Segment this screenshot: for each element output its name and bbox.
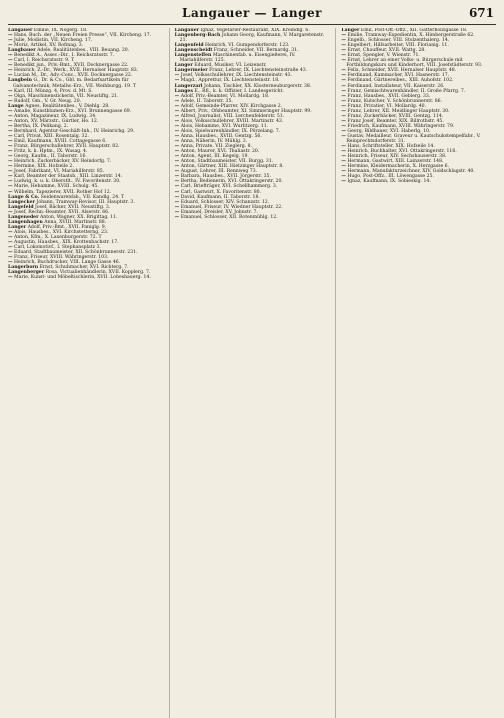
entry-details: Anton, Stadtbaumeister, VII. Burgg. 31. (179, 159, 274, 165)
entry-details: Heinrich, Friseur, XIV. Sechshauserstr. 38. (345, 154, 447, 160)
entry-surname: — (341, 123, 346, 129)
entry-surname: — (8, 239, 13, 245)
entry-details: Emanuel, Schlosser, XII. Rotenmühlg. 12. (179, 214, 278, 220)
entry-surname: — (8, 250, 13, 256)
entry-details: G., Dr. & Co., Gbl. m. Bedarfsartikeln für Galvanotechnik, Metallw.-Erz., VII. Weihburgg. 19. T (13, 78, 136, 89)
directory-entry (175, 215, 330, 220)
entry-surname: Langerzarl (174, 83, 203, 89)
entry-surname: — (174, 139, 180, 145)
entry-surname: — (341, 108, 346, 114)
entry-details: Engelbert, Hilfsarbeiter, VIII. Florianig. 11. (345, 43, 449, 49)
entry-details: Georg, Kaufm., II. Taborstr. 16. (12, 154, 87, 160)
entry-surname: — (341, 154, 346, 160)
entry-surname: — (174, 214, 180, 220)
entry-surname: — (8, 169, 13, 175)
directory-entry (175, 53, 330, 63)
entry-details: Ferdinand, Kammacher, XVI. Hasnerstr. 17. (345, 73, 450, 79)
entry-surname: — (341, 58, 346, 64)
entry-surname: — (341, 68, 346, 74)
entry-details: Alois, Hebamme, XVI. Wurlitzerg. 11. (179, 123, 269, 129)
entry-surname: — (8, 43, 13, 49)
entry-surname: — (174, 118, 180, 124)
running-title: Langauer — Langer (182, 6, 322, 20)
entry-details: Ludwig, k. u. k. Oberstlt., IV. Favoritenstr. 30. (12, 179, 121, 185)
entry-details: Heinrich, Z.-Dr., Werk., XVII. Hernalser Hauptstr. 83. (12, 68, 139, 74)
entry-details: Eduard, Musiker, VI. Leizenstr. (192, 63, 267, 69)
entry-details: Hermann, Gastwirt, XIII. Lainzerstr. 148. (345, 159, 444, 165)
entry-surname: — (341, 159, 346, 165)
entry-details: Franz, Bürgerschullehrer, XVII. Hauptstr. 82. (12, 144, 120, 150)
entry-details: Johann Georg, Kaufmann, V. Margaretenstr. 21. (179, 33, 325, 44)
entry-surname: — (174, 179, 180, 185)
directory-entry (341, 58, 496, 68)
entry-details: Benedikt jun., Priv.-Bmt., XVII. Docknergasse 22. (12, 63, 129, 69)
entry-details: Franz, Zuckerbäcker, XVIII. Gentzg. 114. (345, 113, 444, 119)
entry-surname: — (174, 93, 180, 99)
entry-details: Franz, Lehrer, XII. Meidlinger Hauptstr. 30. (345, 108, 450, 114)
directory-column-2 (169, 28, 330, 718)
entry-surname: — (8, 133, 13, 139)
entry-surname: — (8, 154, 13, 160)
entry-surname: — (341, 169, 346, 175)
entry-details: Bertha, Bedienerin, XVI. Ottakringerstr. 20. (179, 179, 283, 185)
entry-details: Augustin, Hausbes., XIX. Krottenbachstr. 17. (12, 239, 119, 245)
entry-surname: — (341, 174, 346, 180)
entry-surname: — (8, 93, 13, 99)
entry-details: Hugo, Post-Offz., III. Löwengasse 25. (345, 174, 434, 180)
entry-details: Anton, Magazineur, IX. Ludwig. 34. (12, 113, 97, 119)
entry-details: Fritz, k. k. Hptm., IX. Wasag. 4. (12, 149, 88, 155)
entry-surname: Langermeier (174, 68, 208, 74)
entry-surname: — (174, 169, 180, 175)
entry-details: August, Lehrer, III. Rennweg 73. (179, 169, 258, 175)
entry-surname: — (8, 108, 13, 114)
entry-surname: — (8, 98, 13, 104)
entry-surname: Langer (341, 28, 360, 33)
entry-details: Barbara, Hausbes., XVII. Jörgerstr. 35. (179, 174, 271, 180)
entry-surname: Langeneder (8, 214, 39, 220)
entry-details: Hermine, Kleidermacherin, X. Herzgasse 6. (345, 164, 450, 170)
directory-entry (8, 275, 163, 280)
entry-details: Franz, Lehrer, IX. Liechtensteinstraße 43. (207, 68, 308, 74)
entry-details: E., Rfl., k. k. Offizier, I. Landesgericht. (192, 88, 284, 94)
entry-details: Ferdinand, Installateur, VII. Kaiserstr. 26. (345, 83, 445, 89)
entry-details: Karl, Beamter der Staatsb., XIII. Linzerstr. 14. (12, 174, 123, 180)
entry-details: Heinrich, Buchdrucker, VIII. Lange Gasse 46. (12, 260, 121, 266)
entry-details: Bernhard, Agentur-Geschäft-Inh., IV. Heinrichg. 29. (12, 128, 135, 134)
entry-surname: — (8, 174, 13, 180)
entry-details: Emil, Kaufmann, XVIII. Cottagegasse 6. (12, 139, 107, 145)
entry-details: Felix, Schneider, XVII. Hernalser Hauptstr. 48. (345, 68, 457, 74)
entry-details: Alois, Spielwarenhändler, IX. Pörzelang. 7. (179, 128, 281, 134)
directory-column-3 (335, 28, 496, 718)
entry-surname: Langerborn (8, 265, 39, 271)
entry-surname: — (174, 144, 180, 150)
entry-surname: — (341, 43, 346, 49)
entry-surname: — (341, 88, 346, 94)
entry-details: Agnes, Realitätenbes., V. Diehlg. 28. (23, 103, 110, 109)
entry-surname: Langes (174, 88, 193, 94)
entry-details: Emilie, IX. Nögerg. 18. (32, 28, 88, 33)
entry-surname: — (8, 189, 13, 195)
entry-surname: — (8, 38, 13, 44)
entry-surname: — (174, 194, 180, 200)
entry-surname: — (8, 229, 13, 235)
entry-surname: — (174, 184, 180, 190)
entry-details: Alfred, Journalist, VIII. Lerchenfelderstr. 51. (179, 113, 285, 119)
entry-surname: — (8, 53, 13, 59)
entry-surname: — (8, 128, 13, 134)
entry-surname: — (174, 73, 180, 79)
entry-details: Emil, Post-Off.-Offz., XII. Gatterhölzlgasse 18. (359, 28, 468, 33)
entry-details: Ernst, Schuhmacher, XVI. Richterg. 7. (38, 265, 129, 271)
entry-surname: — (174, 113, 180, 119)
entry-surname: — (174, 174, 180, 180)
entry-details: Hermann, Manufakturzeichner, XIV. Goldschlagstr. 40. (345, 169, 475, 175)
entry-details: Emanuel, Friseur, IV. Wiedner Hauptstr. 22. (179, 204, 283, 210)
entry-surname: Langenfeld (174, 43, 204, 49)
entry-surname: — (8, 184, 13, 190)
entry-details: Ernst, Lehrer an einer Volks- u. Bürgerschule mit Fortbildungskurs und Kinderhort, VIII. Josefstädterstr. 93. (345, 58, 483, 69)
entry-details: Franz, Schneider, VII. Bernardg. 31. (212, 48, 299, 54)
entry-surname: Langauer (8, 28, 33, 33)
entry-details: Adele, II. Taborstr. 35. (179, 98, 233, 104)
entry-surname: — (8, 73, 13, 79)
entry-details: Heinrich, VI. Gumpendorferstr. 123. (203, 43, 290, 49)
entry-details: Anton, XV. Märzstr., Gürtler, Ho. 12. (12, 118, 99, 124)
entry-surname: — (341, 53, 346, 59)
page-header (8, 6, 496, 25)
entry-details: Albert, Priv., Ofsbeamter, XI. Simmeringer Hauptstr. 99. (179, 108, 312, 114)
directory-columns (8, 28, 496, 718)
entry-details: Adolf, Gemeinde-Pfarrer, XIV. Kirchgasse 2. (179, 103, 283, 109)
entry-surname: — (8, 275, 13, 281)
entry-surname: — (341, 83, 346, 89)
entry-surname: Lange (8, 103, 24, 109)
entry-surname: — (341, 38, 346, 44)
entry-details: Anton, Kfm., X. Laxenburgerstr. 72. T (12, 234, 102, 240)
entry-details: Ernst, Chauffeur, XVII. Wattg. 28. (345, 48, 426, 54)
entry-details: Seidenwarenfab., VII. Kandlg. 24. T (39, 194, 125, 200)
entry-surname: — (8, 179, 13, 185)
entry-surname: Langenberger (8, 270, 45, 276)
entry-surname: — (341, 164, 346, 170)
entry-details: Eduard, Schlosser, XIV. Schanzstr. 12. (179, 199, 270, 205)
entry-details: Bertha, IX. Pelikang. 2. (12, 123, 69, 129)
entry-details: Benedikt A., Assec.-Dir., I. Reichsratsstr. 7. (12, 53, 115, 59)
entry-surname: — (8, 245, 13, 251)
directory-entry (8, 78, 163, 88)
entry-surname: — (174, 164, 180, 170)
entry-details: Magd., Apprettur, IX. Liechtensteinstr. 18. (179, 78, 280, 84)
entry-surname: — (8, 113, 13, 119)
entry-surname: — (341, 73, 346, 79)
entry-surname: — (8, 164, 13, 170)
entry-details: Maschinenfab. u. Eisengießerei, IV. Mariahilferstr. 125. (179, 53, 296, 64)
directory-entry (341, 134, 496, 144)
entry-surname: — (341, 179, 346, 185)
entry-surname: — (174, 154, 180, 160)
entry-details: Karl, III. Münzg. 4, Prov. d. Mt. S. (12, 88, 93, 94)
entry-surname: — (174, 204, 180, 210)
entry-details: David, Kaufmann, II. Taborstr. 18. (179, 194, 260, 200)
entry-details: Lucian M., Dr., Adv.-Conc., XVII. Docknergasse 22. (12, 73, 133, 79)
entry-surname: Langbein (8, 78, 32, 84)
entry-details: Josef, Volksschullehrer, IX. Liechtensteinstr. 43. (179, 73, 292, 79)
entry-surname: — (8, 68, 13, 74)
entry-surname: — (341, 103, 346, 109)
entry-details: Carl, I. Reichsratsstr. 9. T (12, 58, 75, 64)
entry-details: Adele, Realitätenbes., VIII. Beuang. 20. (35, 48, 130, 54)
entry-surname: — (174, 189, 180, 195)
entry-details: Hermine, XIX. Hofzeile 2. (12, 164, 74, 170)
entry-surname: Langer (174, 63, 193, 69)
entry-details: Anna, XVIII. Martinstr. 88. (42, 219, 107, 225)
entry-details: Johann, Tischler, XX. Klosterneuburgerstr. 38. (202, 83, 312, 89)
entry-surname: — (174, 199, 180, 205)
entry-surname: — (8, 123, 13, 129)
entry-details: Ernst, Spengler, V. Wienstr. 71. (345, 53, 420, 59)
entry-details: Anton, Wagner, XX. Brigittag. 11. (38, 214, 118, 220)
entry-details: Hans, Schriftsteller, XIX. Hofzeile 14. (345, 144, 435, 150)
entry-surname: Langecker (8, 199, 36, 205)
entry-surname: — (8, 88, 13, 94)
entry-details: Anton, Maurer, XVI. Thaliastr. 20. (179, 149, 260, 155)
entry-surname: — (174, 103, 180, 109)
entry-surname: — (8, 159, 13, 165)
entry-details: Franz, Gemischtwarenhändler, II. Große Pfarrg. 7. (345, 88, 466, 94)
entry-details: Marie, Hebamme, XVIII. Schulg. 45. (12, 184, 99, 190)
entry-surname: Langenberg-Bach (174, 33, 221, 39)
entry-details: Franz, Friseur, XVIII. Währingerstr. 103. (12, 255, 109, 261)
entry-surname: — (174, 133, 180, 139)
entry-surname: — (341, 149, 346, 155)
entry-surname: — (174, 98, 180, 104)
entry-details: Ignaz, Vegetarier-Restaurant, XIX. Kreindlg. 6. (199, 28, 310, 33)
entry-details: Amalie, Kunstblumen-Erz., XVI. Brunnengasse 69. (12, 108, 132, 114)
entry-surname: — (8, 234, 13, 240)
directory-entry (341, 179, 496, 184)
entry-details: Hans, Buch. der „Neuen Freien Presse“, VII. Kircheng. 17. (12, 33, 152, 39)
entry-details: Carl, Briefträger, XVI. Schellhammerg. 3. (179, 184, 278, 190)
entry-details: Anna, Hausbes., XVIII. Gentzg. 56. (179, 133, 262, 139)
entry-surname: Langenscheidt (174, 48, 213, 54)
entry-surname: Langbauer (8, 48, 36, 54)
entry-surname: — (8, 144, 13, 150)
entry-surname: Langefeld (8, 204, 34, 210)
entry-surname: — (8, 209, 13, 215)
entry-details: Emanuel, Dreisler, XV. Johnstr. 7. (179, 209, 258, 215)
entry-details: Ferdinand, Gärtnereibes., XIII. Auhofstr. 102. (345, 78, 454, 84)
entry-details: Anna, Private, VII. Zieglerg. 8. (179, 144, 253, 150)
entry-surname: — (174, 108, 180, 114)
entry-details: Marie, Kunst- und Möbeltischlerin, XVII. Lobeshauerg. 14. (12, 275, 151, 281)
entry-details: Anna, Näherin, IV. Mühlg. 3. (179, 139, 248, 145)
entry-details: Alois, Hausbes., XVI. Kirchstetterng. 23. (12, 229, 109, 235)
entry-surname: — (8, 63, 13, 69)
entry-surname: — (174, 128, 180, 134)
entry-surname: Langenhagen (8, 219, 43, 225)
entry-details: Carl, Lokomotivf., I. Stephansplatz 3. (12, 245, 101, 251)
entry-surname: — (341, 98, 346, 104)
entry-surname: — (8, 149, 13, 155)
entry-surname: Langensteffen (174, 53, 212, 59)
entry-details: Engelb., Schlosser, VIII. Stolzenthalerg. 14. (345, 38, 450, 44)
entry-surname: Lange & Co. (8, 194, 40, 200)
entry-details: Franz Josef, Beamter, XIX. Billrothstr. 45. (345, 118, 444, 124)
entry-details: Rudolf, Gm., V. Gr. Neug. 20. (12, 98, 82, 104)
entry-details: Alois, Volksschullehrer, XVIII. Martinstr. 43. (179, 118, 284, 124)
entry-surname: — (8, 255, 13, 261)
entry-details: Wilhelm, Tapezierer, XVII. Rother Hof 12. (12, 189, 112, 195)
entry-surname: — (8, 33, 13, 39)
entry-details: Franz, Privatier, VI. Mollardg. 40. (345, 103, 427, 109)
entry-details: Franz, Kutscher, V. Schönbrunnerstr. 86. (345, 98, 443, 104)
entry-surname: — (341, 33, 346, 39)
entry-details: Ignaz, Kaufmann, IX. Sobieskig. 14. (345, 179, 431, 185)
entry-details: Rosa, Victualienhändlerin, XVII. Kopplerg. 7. (44, 270, 151, 276)
entry-surname: — (174, 149, 180, 155)
entry-surname: — (341, 93, 346, 99)
entry-details: Gustav, Medailleur, Graveur u. Kautschukstempelfabr., V. Reinprechtsdorferstr. 31. (345, 133, 481, 145)
entry-details: Franz, Hausbes., XVII. Geblerg. 33. (345, 93, 431, 99)
entry-surname: — (174, 209, 180, 215)
entry-surname: — (341, 144, 346, 150)
entry-surname: — (8, 260, 13, 266)
entry-details: Carl, Privat, XIII. Rosentalg. 32. (12, 133, 89, 139)
entry-details: Adolf, Priv.-Bmt., XVII. Paniglg. 9. (26, 224, 107, 230)
entry-details: Moriz, Artikel, XV. Rofinag. 3. (12, 43, 84, 49)
entry-surname: — (341, 113, 346, 119)
entry-details: Carl, Gastwirt, X. Favoritenstr. 80. (179, 189, 262, 195)
entry-surname: — (341, 118, 346, 124)
entry-surname: — (8, 58, 13, 64)
entry-surname: Langer (8, 224, 27, 230)
page-number: 671 (468, 6, 494, 20)
entry-surname: — (341, 48, 346, 54)
entry-surname: — (8, 118, 13, 124)
entry-surname: — (174, 123, 180, 129)
entry-details: Johann, Tramway-Revisor, III. Hauptstr. 3. (35, 199, 135, 205)
entry-details: Josef, Rechn.-Beamter, XVII. Alserstr. 66. (12, 209, 110, 215)
entry-surname: — (341, 78, 346, 84)
entry-details: Josef, Bäcker, XVII. Neustiftg. 3. (33, 204, 111, 210)
entry-details: Emilie, Tramway-Expedientin, X. Himbergerstraße 62. (345, 33, 475, 39)
entry-surname: — (174, 78, 180, 84)
entry-details: Georg, Bildhauer, XVI. Haberlg. 10. (345, 128, 431, 134)
directory-column-1 (8, 28, 163, 718)
entry-surname: — (174, 159, 180, 165)
entry-details: Julie, Modistin, VII. Kircheng. 17. (12, 38, 93, 44)
entry-surname: Langauer (174, 28, 200, 33)
entry-details: Friedrich, Kaufmann, XVIII. Währingerstr. 79. (345, 123, 455, 129)
directory-entry (175, 33, 330, 43)
entry-surname: — (8, 139, 13, 145)
entry-details: Olga, Maschinenstickerin, VII. Neustiftg. 21. (12, 93, 119, 99)
entry-details: Anton, Agent, III. Kegelg. 19. (179, 154, 249, 160)
entry-details: Josef, Fabrikant, VI. Mariahilferstr. 85. (12, 169, 105, 175)
entry-details: Anton, Gärtner, XIII. Hietzinger Hauptstr. 8. (179, 164, 284, 170)
entry-details: Adolf, Priv.-Beamter, VI. Mollardg. 18. (179, 93, 270, 99)
entry-details: Heinrich, Zuckerbäcker, XV. Reindorfg. 7. (12, 159, 112, 165)
entry-surname: — (341, 128, 346, 134)
entry-details: Heinrich, Buchhalter, XVI. Ottakringerstr. 116. (345, 149, 457, 155)
entry-details: Eduard, Stadtbaumeister, XII. Schönbrunnerstr. 231. (12, 250, 138, 256)
entry-surname: — (341, 133, 346, 139)
